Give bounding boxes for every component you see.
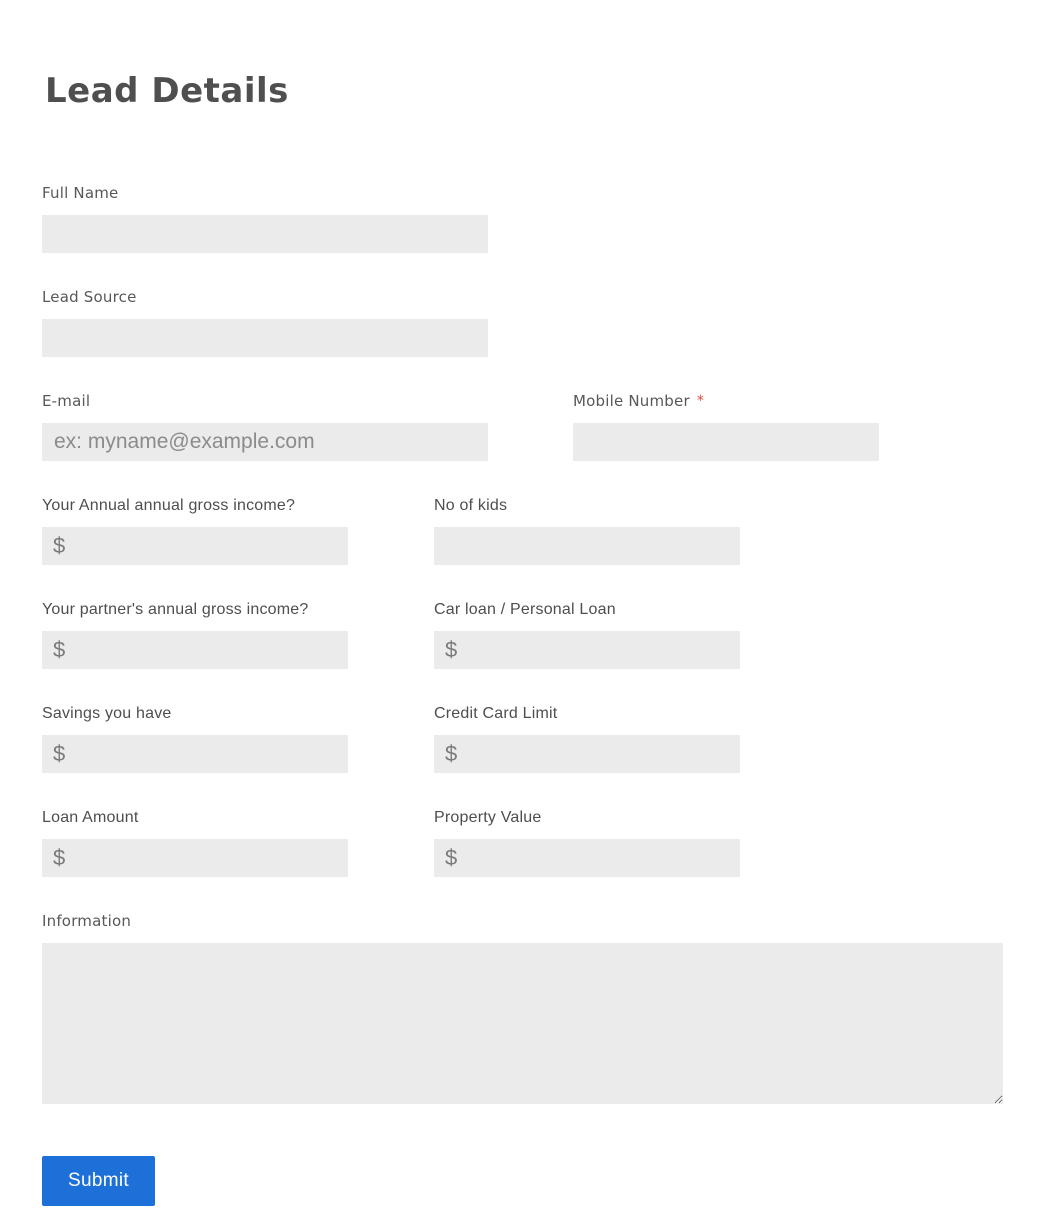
email-input-wrap bbox=[42, 423, 488, 461]
lead-details-form bbox=[42, 184, 1046, 1206]
field-loan-amount bbox=[42, 808, 348, 877]
field-savings bbox=[42, 704, 348, 773]
field-information bbox=[42, 912, 1046, 1104]
dollar-prefix-icon: $ bbox=[445, 845, 458, 870]
property-value-input-wrap bbox=[434, 839, 740, 877]
partner-income-input-wrap bbox=[42, 631, 348, 669]
no-of-kids-input[interactable] bbox=[434, 527, 740, 565]
field-no-of-kids bbox=[434, 496, 740, 565]
row-savings-creditcard bbox=[42, 704, 1046, 808]
field-property-value bbox=[434, 808, 740, 877]
dollar-prefix-icon: $ bbox=[53, 741, 66, 766]
row-income-kids bbox=[42, 496, 1046, 600]
dollar-prefix-icon: $ bbox=[53, 845, 66, 870]
field-car-loan bbox=[434, 600, 740, 669]
full-name-input-wrap bbox=[42, 215, 1046, 253]
car-loan-label: Car loan / Personal Loan bbox=[434, 601, 616, 618]
field-partner-income bbox=[42, 600, 348, 669]
lead-source-label: Lead Source bbox=[42, 288, 137, 306]
property-value-label: Property Value bbox=[434, 809, 542, 826]
dollar-prefix-icon: $ bbox=[445, 637, 458, 662]
lead-source-input-wrap bbox=[42, 319, 1046, 357]
annual-income-input[interactable] bbox=[42, 527, 348, 565]
credit-card-limit-input-wrap bbox=[434, 735, 740, 773]
loan-amount-label: Loan Amount bbox=[42, 809, 139, 826]
mobile-number-label bbox=[573, 392, 879, 411]
full-name-label: Full Name bbox=[42, 184, 119, 202]
field-credit-card-limit bbox=[434, 704, 740, 773]
mobile-number-input[interactable] bbox=[573, 423, 879, 461]
field-lead-source bbox=[42, 288, 1046, 357]
page-title: Lead Details bbox=[45, 71, 289, 111]
email-input[interactable] bbox=[42, 423, 488, 461]
dollar-prefix-icon: $ bbox=[445, 741, 458, 766]
submit-button[interactable]: Submit bbox=[42, 1156, 155, 1206]
partner-income-label: Your partner's annual gross income? bbox=[42, 601, 309, 618]
field-email bbox=[42, 392, 488, 461]
credit-card-limit-label: Credit Card Limit bbox=[434, 705, 558, 722]
savings-input-wrap bbox=[42, 735, 348, 773]
dollar-prefix-icon: $ bbox=[53, 533, 66, 558]
field-full-name bbox=[42, 184, 1046, 253]
partner-income-input[interactable] bbox=[42, 631, 348, 669]
dollar-prefix-icon: $ bbox=[53, 637, 66, 662]
mobile-number-input-wrap bbox=[573, 423, 879, 461]
property-value-input[interactable] bbox=[434, 839, 740, 877]
savings-input[interactable] bbox=[42, 735, 348, 773]
row-loan-property bbox=[42, 808, 1046, 912]
email-label: E-mail bbox=[42, 392, 91, 410]
mobile-number-label-text: Mobile Number bbox=[573, 392, 690, 410]
full-name-input[interactable] bbox=[42, 215, 488, 253]
credit-card-limit-input[interactable] bbox=[434, 735, 740, 773]
loan-amount-input[interactable] bbox=[42, 839, 348, 877]
lead-source-input[interactable] bbox=[42, 319, 488, 357]
information-textarea[interactable] bbox=[42, 943, 1003, 1104]
field-annual-income bbox=[42, 496, 348, 565]
row-email-mobile bbox=[42, 392, 1046, 496]
car-loan-input[interactable] bbox=[434, 631, 740, 669]
information-label: Information bbox=[42, 912, 132, 930]
annual-income-label: Your Annual annual gross income? bbox=[42, 497, 296, 514]
no-of-kids-input-wrap bbox=[434, 527, 740, 565]
car-loan-input-wrap bbox=[434, 631, 740, 669]
required-asterisk: * bbox=[696, 393, 705, 409]
loan-amount-input-wrap bbox=[42, 839, 348, 877]
annual-income-input-wrap bbox=[42, 527, 348, 565]
row-partner-carloan bbox=[42, 600, 1046, 704]
savings-label: Savings you have bbox=[42, 705, 172, 722]
field-mobile-number bbox=[573, 392, 879, 461]
no-of-kids-label: No of kids bbox=[434, 497, 508, 514]
